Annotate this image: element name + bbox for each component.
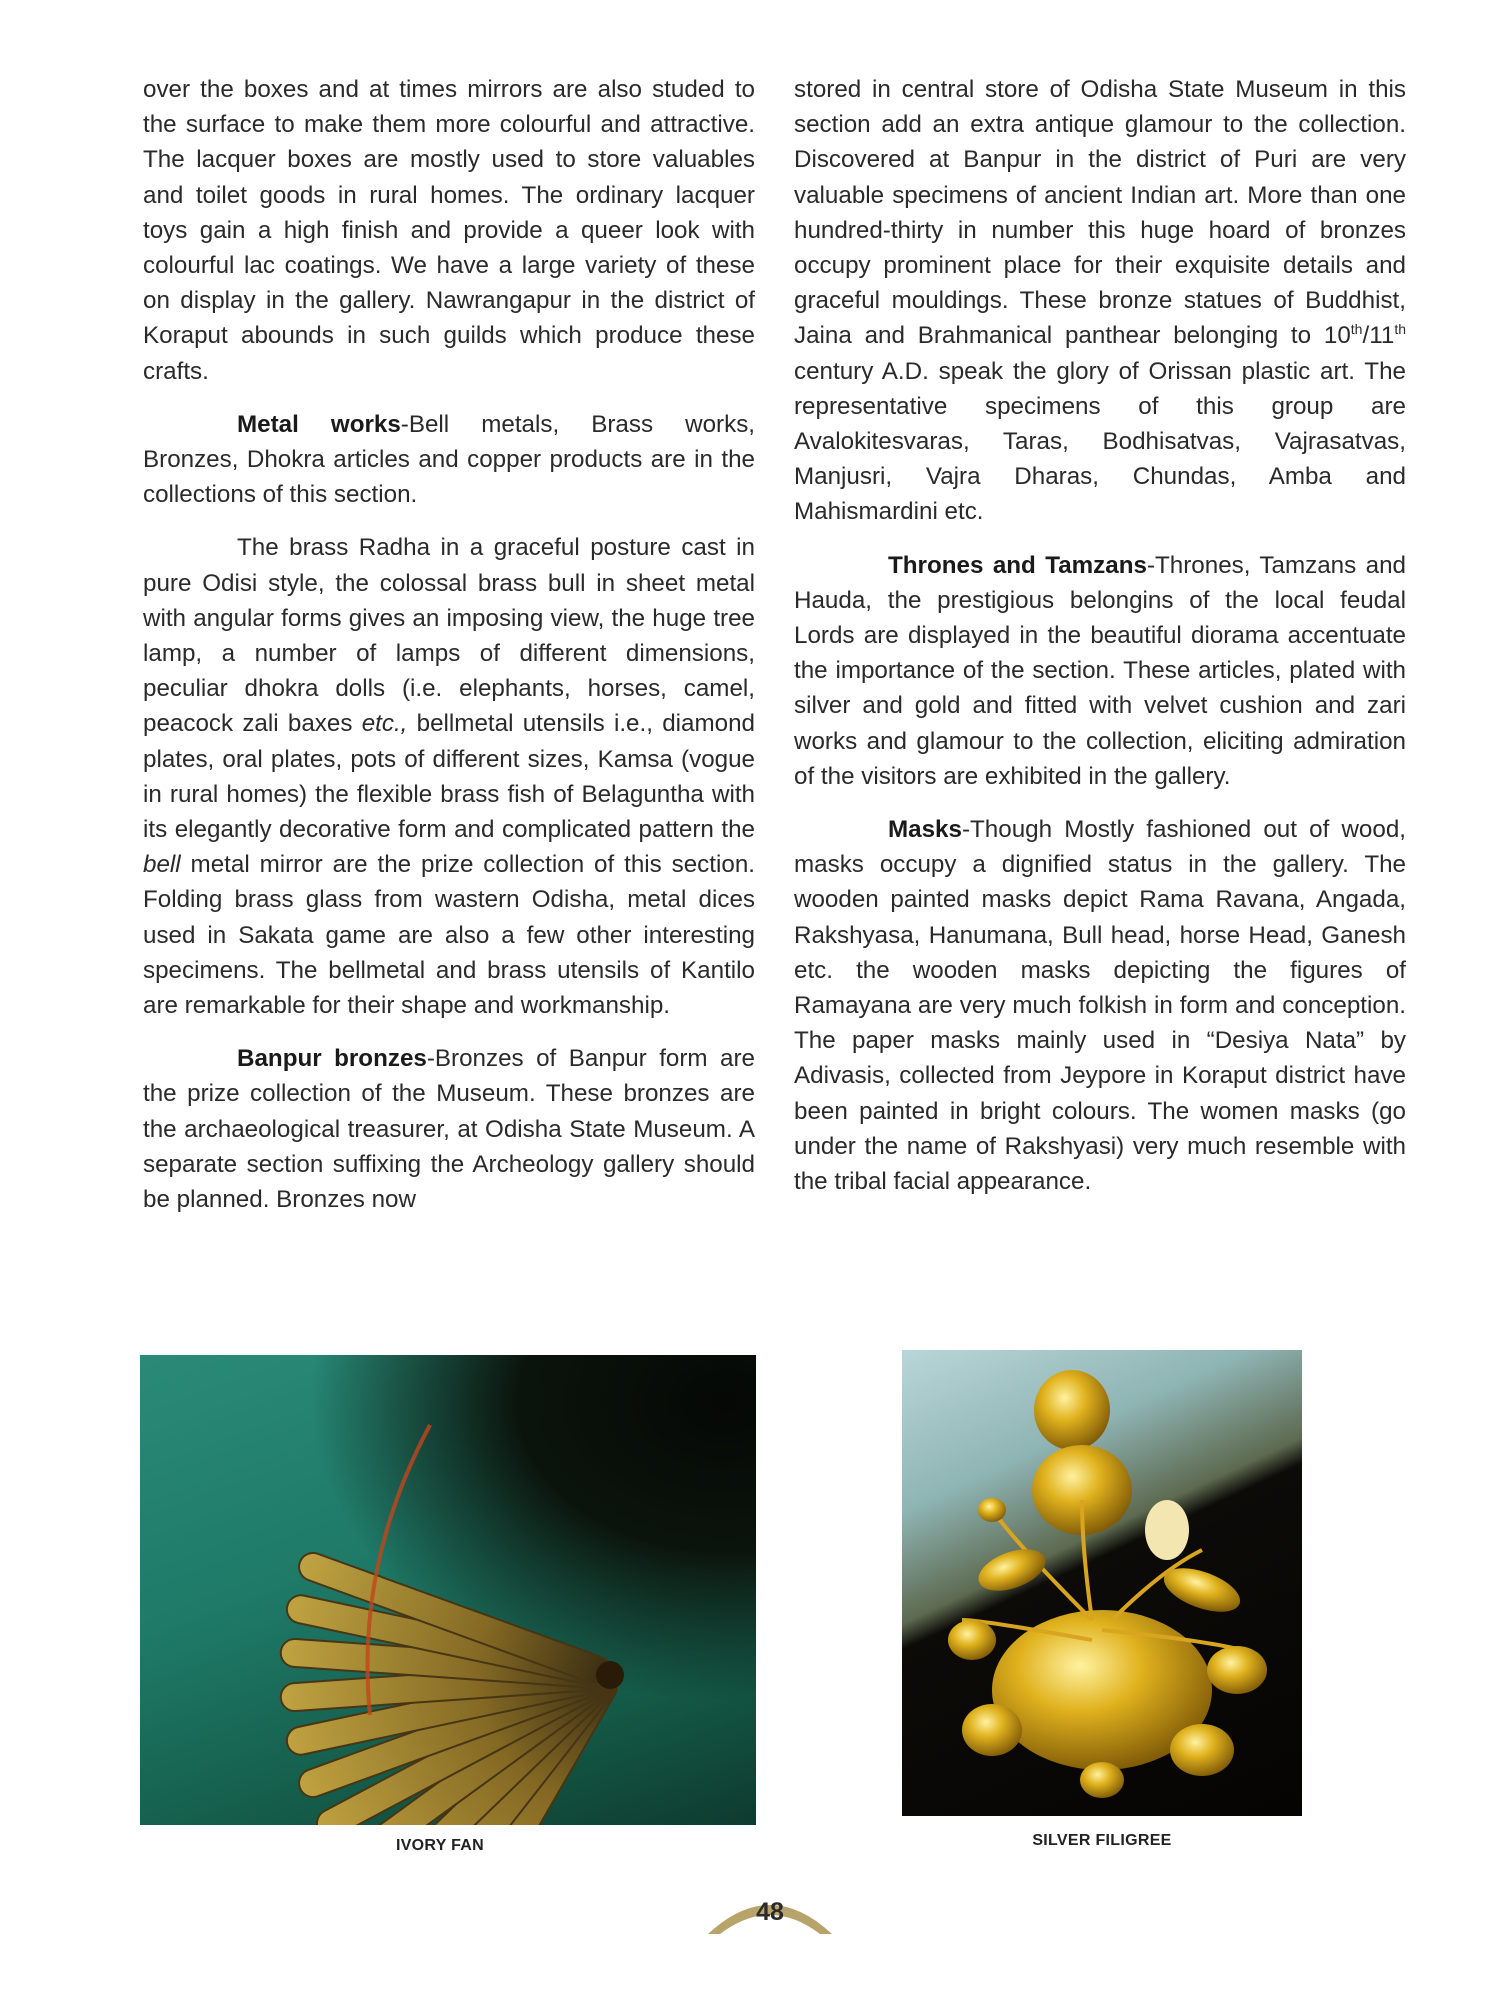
metal-works-text: -Bell metals, Brass works, Bronzes, Dhokra articles and copper products are in the collections of this section. <box>143 410 756 509</box>
metal-works-heading: Metal works <box>237 410 401 438</box>
banpur-bronzes-paragraph <box>143 1041 755 1217</box>
ivory-fan-photo <box>140 1355 756 1825</box>
bronzes-continued-paragraph <box>794 72 1406 530</box>
silver-filigree-illustration <box>902 1350 1302 1816</box>
bronzes-text-b: /11 <box>1362 322 1395 350</box>
silver-filigree-photo <box>902 1350 1302 1816</box>
bronzes-text-c: century A.D. speak the glory of Orissan plastic art. The representative specimens of this group are Avalokitesvaras, Taras, Bodhisatvas, Vajrasatvas, Manjusri, Vajra Dharas, Chundas, Amba and Mahismardini etc. <box>794 357 1406 526</box>
brass-italic-etc: etc., <box>361 710 408 738</box>
banpur-bronzes-heading: Banpur bronzes <box>237 1045 427 1073</box>
thrones-heading: Thrones and Tamzans <box>888 551 1147 579</box>
bronzes-text-a: stored in central store of Odisha State Museum in this section add an extra antique glamour to the collection. Discovered at Banpur in the district of Puri are very valuable specimens of ancient Indian art. More than one hundred-thirty in number this huge hoard of bronzes occupy prominent place for their exquisite details and graceful mouldings. These bronze statues of Buddhist, Jaina and Brahmanical panthear belonging to 10 <box>794 76 1406 350</box>
brass-italic-bell: bell <box>143 851 181 879</box>
ivory-fan-caption: IVORY FAN <box>395 1837 485 1854</box>
masks-heading: Masks <box>888 816 962 844</box>
page-number: 48 <box>756 1898 784 1926</box>
ivory-fan-illustration <box>140 1355 756 1825</box>
masks-paragraph <box>794 812 1406 1199</box>
brass-text-a: The brass Radha in a graceful posture cast in pure Odisi style, the colossal brass bull in sheet metal with angular forms gives an imposing view, the huge tree lamp, a number of lamps of different dimensions, peculiar dhokra dolls (i.e. elephants, horses, camel, peacock zali baxes <box>143 534 755 738</box>
silver-filigree-caption: SILVER FILIGREE <box>1032 1832 1172 1849</box>
masks-text: -Though Mostly fashioned out of wood, masks occupy a dignified status in the gallery. The wooden painted masks depict Rama Ravana, Angada, Rakshyasa, Hanumana, Bull head, horse Head, Ganesh etc. the wooden masks depicting the figures of Ramayana are very much folkish in form and conception. The paper masks mainly used in “Desiya Nata” by Adivasis, collected from Jeypore in Koraput district have been painted in bright colours. The women masks (go under the name of Rakshyasi) very much resemble with the tribal facial appearance. <box>794 816 1406 1196</box>
right-text-column <box>794 72 1406 1217</box>
left-text-column <box>143 72 755 1235</box>
thrones-text: -Thrones, Tamzans and Hauda, the prestigious belongins of the local feudal Lords are displayed in the beautiful diorama accentuate the importance of the section. These articles, plated with silver and gold and fitted with velvet cushion and zari works and glamour to the collection, eliciting admiration of the visitors are exhibited in the gallery. <box>794 551 1406 790</box>
superscript-th: th <box>1394 321 1406 338</box>
lacquer-paragraph: over the boxes and at times mirrors are also studed to the surface to make them more colourful and attractive. The lacquer boxes are mostly used to store valuables and toilet goods in rural homes. The ordinary lacquer toys gain a high finish and provide a queer look with colourful lac coatings. We have a large variety of these on display in the gallery. Nawrangapur in the district of Koraput abounds in such guilds which produce these crafts. <box>143 76 755 385</box>
brass-text-c: metal mirror are the prize collection of this section. Folding brass glass from wastern Odisha, metal dices used in Sakata game are also a few other interesting specimens. The bellmetal and brass utensils of Kantilo are remarkable for their shape and workmanship. <box>143 851 755 1020</box>
superscript-th: th <box>1350 321 1363 338</box>
brass-text-b: bellmetal utensils i.e., diamond plates, oral plates, pots of different sizes, Kamsa (vogue in rural homes) the flexible brass fish of Belaguntha with its elegantly decorative form and complicated pattern the <box>143 710 755 844</box>
brass-paragraph <box>143 530 755 1023</box>
banpur-bronzes-text: -Bronzes of Banpur form are the prize collection of the Museum. These bronzes are the archaeological treasurer, at Odisha State Museum. A separate section suffixing the Archeology gallery should be planned. Bronzes now <box>143 1045 755 1214</box>
metal-works-paragraph <box>143 407 755 513</box>
thrones-paragraph <box>794 548 1406 794</box>
page-number-footer <box>700 1890 840 1938</box>
